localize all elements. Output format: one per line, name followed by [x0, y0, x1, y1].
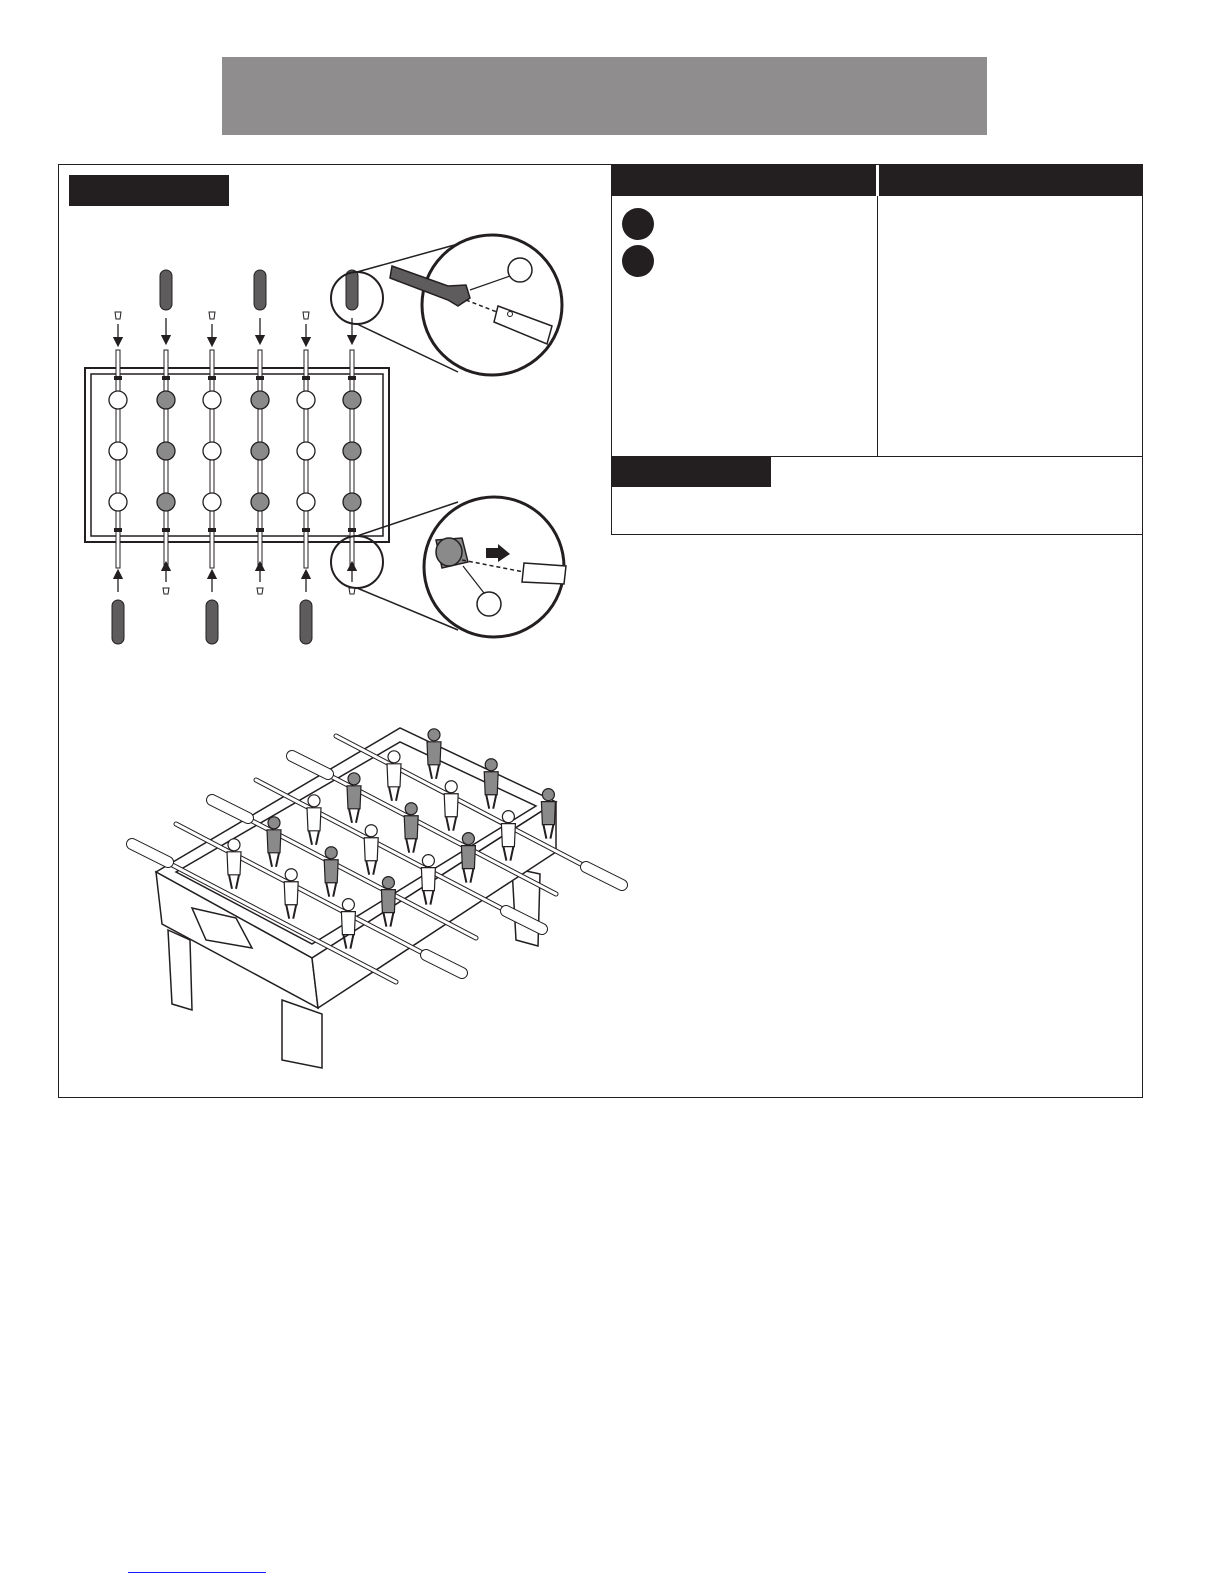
- player-body: [381, 890, 395, 913]
- player-head: [228, 839, 240, 851]
- player-head: [325, 847, 337, 859]
- player-marker: [109, 391, 127, 409]
- player-body: [461, 846, 475, 869]
- top-view-diagram: [85, 270, 389, 644]
- player-marker: [157, 391, 175, 409]
- rod-bearing: [208, 528, 216, 532]
- player-head: [388, 751, 400, 763]
- player-marker: [343, 442, 361, 460]
- player-head: [342, 899, 354, 911]
- player-head: [405, 803, 417, 815]
- player-head: [502, 811, 514, 823]
- bumper: [209, 312, 215, 319]
- table-leg: [168, 930, 192, 1010]
- player-body: [284, 882, 298, 905]
- player-head: [285, 869, 297, 881]
- player-body: [307, 808, 321, 831]
- player-head: [462, 833, 474, 845]
- player-body: [404, 816, 418, 839]
- player-body: [324, 860, 338, 883]
- bumper: [349, 588, 355, 594]
- player-head: [428, 729, 440, 741]
- handle-grip: [160, 270, 172, 310]
- rod-bearing: [302, 528, 310, 532]
- bumper: [115, 312, 121, 319]
- bumper: [257, 588, 263, 594]
- player-marker: [297, 493, 315, 511]
- player-marker: [251, 391, 269, 409]
- player-marker: [203, 493, 221, 511]
- bumper-end: [436, 538, 462, 566]
- player-marker: [203, 442, 221, 460]
- rod-bearing: [114, 376, 122, 380]
- rod-bearing: [208, 376, 216, 380]
- player-marker: [109, 442, 127, 460]
- table-perspective-illustration: [132, 728, 622, 1068]
- player-head: [485, 759, 497, 771]
- player-body: [541, 802, 555, 825]
- footer-link-underline[interactable]: [128, 1572, 266, 1573]
- player-head: [348, 773, 360, 785]
- bumper: [303, 312, 309, 319]
- rod-bearing: [256, 376, 264, 380]
- player-marker: [343, 493, 361, 511]
- rod-bearing: [114, 528, 122, 532]
- player-marker: [251, 493, 269, 511]
- player-head: [365, 825, 377, 837]
- rod-bearing: [348, 376, 356, 380]
- player-head: [268, 817, 280, 829]
- player-head: [445, 781, 457, 793]
- player-head: [542, 789, 554, 801]
- handle-detail: [331, 235, 562, 375]
- callout-circle-top: [508, 258, 532, 282]
- detail-circle-top: [422, 235, 562, 375]
- rod-bearing: [348, 528, 356, 532]
- player-body: [341, 912, 355, 935]
- table-inner-frame: [91, 374, 383, 536]
- player-body: [267, 830, 281, 853]
- player-body: [501, 824, 515, 847]
- handle-grip: [112, 600, 124, 644]
- callout-circle-bottom: [477, 592, 501, 616]
- player-body: [387, 764, 401, 787]
- player-body: [347, 786, 361, 809]
- table-leg: [282, 1000, 322, 1068]
- player-marker: [157, 442, 175, 460]
- rods-group: [109, 270, 361, 644]
- player-marker: [203, 391, 221, 409]
- player-body: [444, 794, 458, 817]
- rod-bearing: [162, 528, 170, 532]
- rod-bearing: [256, 528, 264, 532]
- rod-end-detail: [522, 563, 566, 584]
- rod-bearing: [162, 376, 170, 380]
- player-marker: [297, 442, 315, 460]
- player-head: [422, 855, 434, 867]
- player-marker: [343, 391, 361, 409]
- bumper-detail: [331, 497, 566, 637]
- bumper: [163, 588, 169, 594]
- handle-grip: [346, 270, 358, 310]
- handle-grip: [254, 270, 266, 310]
- rod-bearing: [302, 376, 310, 380]
- player-head: [382, 877, 394, 889]
- player-body: [427, 742, 441, 765]
- player-marker: [251, 442, 269, 460]
- player-body: [484, 772, 498, 795]
- player-body: [421, 868, 435, 891]
- player-marker: [157, 493, 175, 511]
- detail-source-circle-bottom: [331, 536, 383, 588]
- player-marker: [109, 493, 127, 511]
- player-marker: [297, 391, 315, 409]
- player-body: [227, 852, 241, 875]
- player-head: [308, 795, 320, 807]
- handle-grip: [300, 600, 312, 644]
- handle-grip: [206, 600, 218, 644]
- player-body: [364, 838, 378, 861]
